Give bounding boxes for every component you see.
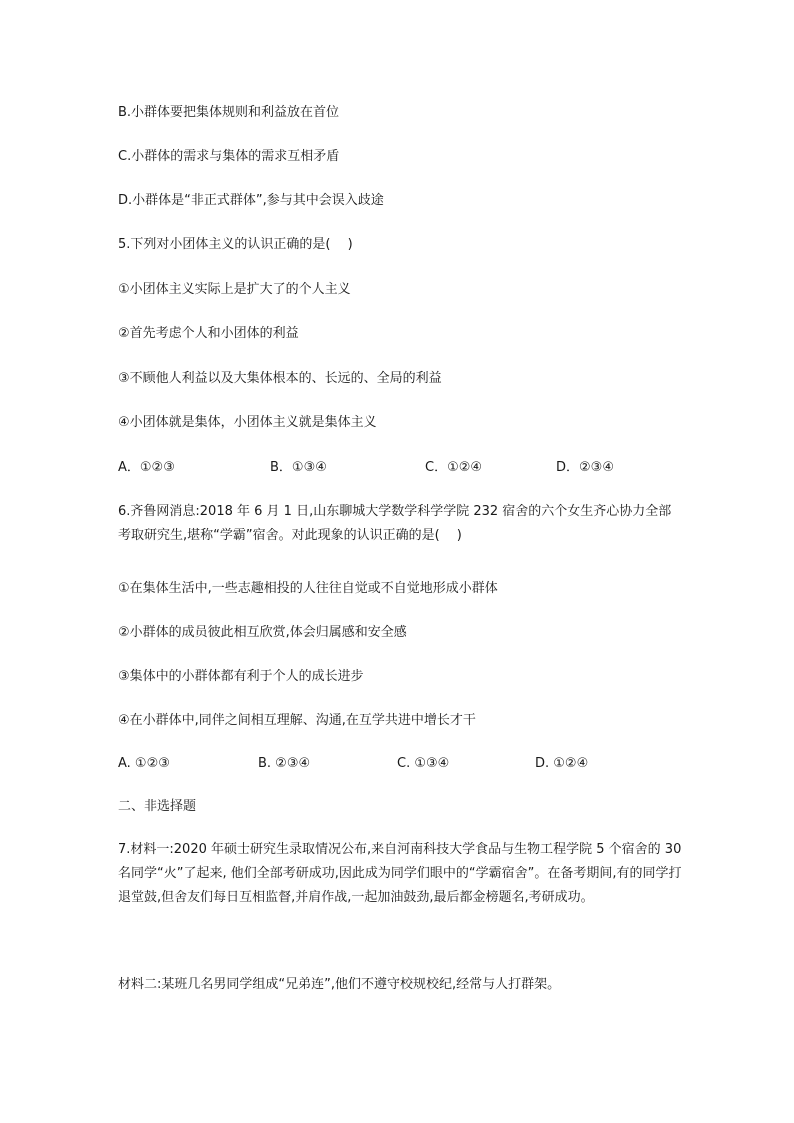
- question-5-stem: 5.下列对小团体主义的认识正确的是( ): [118, 237, 353, 252]
- option-b-text: B.小群体要把集体规则和利益放在首位: [118, 105, 340, 120]
- q5-option-c: C．①②④: [425, 460, 483, 475]
- q5-item-3: ③不顾他人利益以及大集体根本的、长远的、全局的利益: [118, 371, 442, 386]
- q6-item-4: ④在小群体中,同伴之间相互理解、沟通,在互学共进中增长才干: [118, 713, 476, 728]
- question-7-material-1: 7.材料一:2020 年硕士研究生录取情况公布,来自河南科技大学食品与生物工程学院 5 个宿舍的 30 名同学“火”了起来, 他们全部考研成功,因此成为同学们眼中的“学霸宿舍”。在备考期间,有的同学打退堂鼓,但舍友们每日互相监督,并肩作战,一起加油鼓劲,最后都金榜题名,考研成功。: [118, 842, 682, 905]
- q6-option-a: A. ①②③: [118, 756, 170, 771]
- q5-option-d: D．②③④: [556, 460, 614, 475]
- q5-option-b: B．①③④: [270, 460, 327, 475]
- question-6-stem: 6.齐鲁网消息:2018 年 6 月 1 日,山东聊城大学数学科学学院 232 宿舍的六个女生齐心协力全部考取研究生,堪称“学霸”宿舍。对此现象的认识正确的是( ): [118, 504, 672, 543]
- q5-options: [118, 458, 683, 478]
- option-d-text: D.小群体是“非正式群体”,参与其中会误入歧途: [118, 193, 384, 208]
- q6-option-b: B. ②③④: [258, 756, 311, 771]
- option-c-text: C.小群体的需求与集体的需求互相矛盾: [118, 149, 340, 164]
- q6-item-1: ①在集体生活中,一些志趣相投的人往往自觉或不自觉地形成小群体: [118, 581, 498, 596]
- q6-option-d: D. ①②④: [535, 756, 589, 771]
- q5-option-a: A．①②③: [118, 460, 175, 475]
- q6-option-c: C. ①③④: [397, 756, 450, 771]
- q6-item-3: ③集体中的小群体都有利于个人的成长进步: [118, 669, 364, 684]
- q5-item-2: ②首先考虑个人和小团体的利益: [118, 326, 299, 341]
- q5-item-4: ④小团体就是集体，小团体主义就是集体主义: [118, 415, 377, 430]
- q6-item-2: ②小群体的成员彼此相互欣赏,体会归属感和安全感: [118, 625, 407, 640]
- question-7-material-2: 材料二:某班几名男同学组成“兄弟连”,他们不遵守校规校纪,经常与人打群架。: [118, 977, 561, 992]
- q6-options: [118, 754, 683, 774]
- q5-item-1: ①小团体主义实际上是扩大了的个人主义: [118, 282, 351, 297]
- section-heading: 二、非选择题: [118, 799, 197, 814]
